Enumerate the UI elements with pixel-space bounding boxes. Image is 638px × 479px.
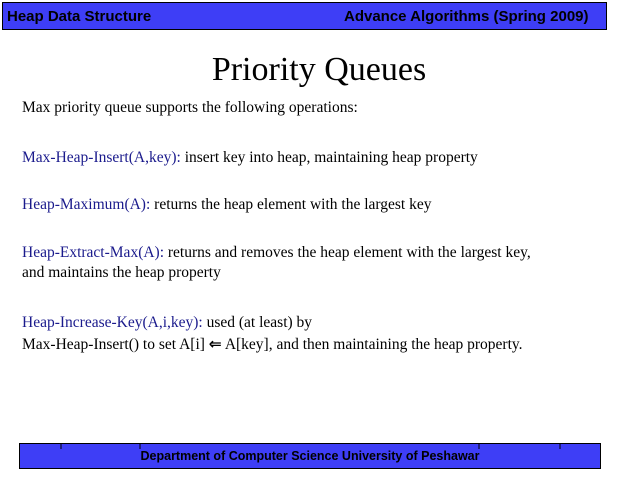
- operation-description: insert key into heap, maintaining heap property: [180, 149, 478, 166]
- course-title: Advance Algorithms (Spring 2009): [344, 8, 589, 25]
- operation-heap-increase-key: [22, 313, 312, 333]
- operation-description: returns the heap element with the largest key: [150, 196, 432, 213]
- left-arrow-icon: ⇐: [208, 335, 222, 353]
- header-bar: [2, 2, 607, 30]
- intro-text: Max priority queue supports the following operations:: [22, 99, 358, 116]
- description-part: A[key], and then maintaining the heap property.: [221, 336, 523, 353]
- operation-heap-maximum: [22, 195, 431, 215]
- operation-description: used (at least) by: [202, 314, 313, 331]
- course-topic: Heap Data Structure: [7, 8, 152, 25]
- description-part: Max-Heap-Insert() to set A[i]: [22, 336, 209, 353]
- footer-bar: Department of Computer Science University of Peshawar: [19, 443, 601, 469]
- operation-description-continued: and maintains the heap property: [22, 264, 221, 281]
- operation-description: returns and removes the heap element with the largest key,: [164, 244, 531, 261]
- operation-name: Heap-Increase-Key(A,i,key):: [22, 314, 203, 331]
- operation-max-heap-insert: [22, 148, 478, 168]
- operation-name: Heap-Extract-Max(A):: [22, 244, 165, 261]
- footer-divider-ticks: [19, 443, 601, 469]
- operation-heap-extract-max: [22, 243, 531, 263]
- operation-name: Heap-Maximum(A):: [22, 196, 151, 213]
- operation-description-continued: [22, 334, 523, 355]
- operation-name: Max-Heap-Insert(A,key):: [22, 149, 181, 166]
- slide-title: Priority Queues: [211, 51, 427, 88]
